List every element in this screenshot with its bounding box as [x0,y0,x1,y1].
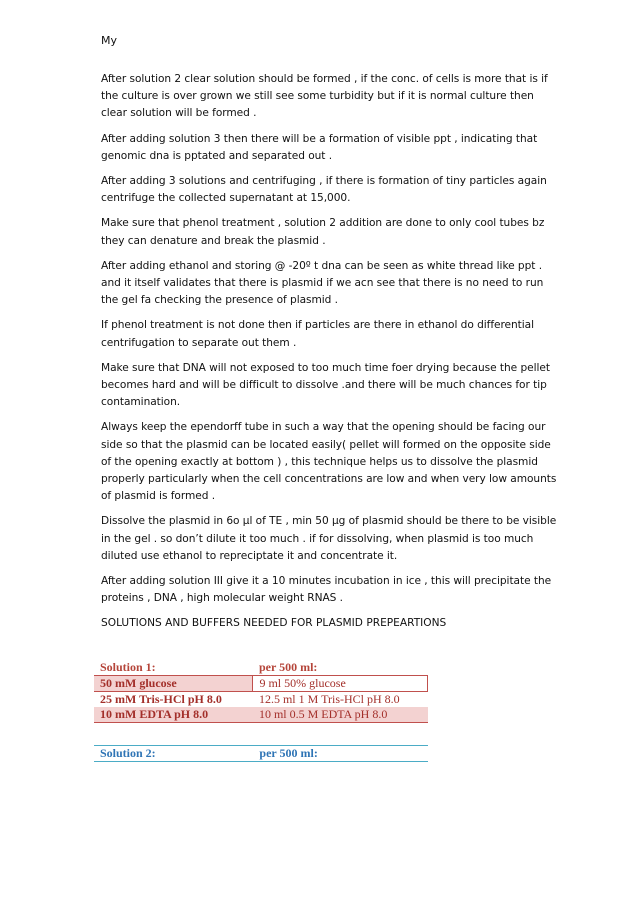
table-header-cell: per 500 ml: [253,746,428,762]
page-header: My [101,34,118,47]
table-row [94,707,428,723]
table-header-row [94,746,428,762]
paragraph: Always keep the ependorff tube in such a way that the opening should be facing our side so that the plasmid can be located easily( pellet will formed on the opposite side of the opening exactly at bottom ) , this technique helps us to dissolve the plasmid properly particularly when the cell concentrations are low and when very low amounts of plasmid is formed . [101,421,557,503]
paragraph: If phenol treatment is not done then if particles are there in ethanol do differential centrifugation to separate out them . [101,319,535,349]
table-cell: 10 mM EDTA pH 8.0 [94,707,253,723]
table-row [94,676,428,692]
table-cell: 50 mM glucose [94,676,253,692]
section-heading: SOLUTIONS AND BUFFERS NEEDED FOR PLASMID PREPEARTIONS [101,617,447,630]
table-header-row [94,659,428,676]
paragraph: After solution 2 clear solution should be formed , if the conc. of cells is more that is if the culture is over grown we still see some turbidity but if it is normal culture then clear solution will be formed . [101,73,548,120]
table-header-cell: per 500 ml: [253,659,428,676]
solution-2-table [94,745,428,762]
table-cell: 25 mM Tris-HCl pH 8.0 [94,692,253,708]
table-cell: 9 ml 50% glucose [253,676,428,692]
paragraph: Make sure that phenol treatment , solution 2 addition are done to only cool tubes bz they can denature and break the plasmid . [101,217,545,247]
paragraph: After adding ethanol and storing @ -20º t dna can be seen as white thread like ppt . and it itself validates that there is plasmid if we acn see that there is no need to run the gel fa checking the presence of plasmid . [101,259,544,307]
solution-1-table [94,659,428,723]
paragraph: After adding solution III give it a 10 minutes incubation in ice , this will precipitate the proteins , DNA , high molecular weight RNAS . [101,575,552,605]
table-cell: 10 ml 0.5 M EDTA pH 8.0 [253,707,428,723]
paragraph: Make sure that DNA will not exposed to too much time foer drying because the pellet becomes hard and will be difficult to dissolve .and there will be much chances for tip contamination. [101,361,550,409]
paragraph: After adding 3 solutions and centrifuging , if there is formation of tiny particles again centrifuge the collected supernatant at 15,000. [101,175,547,205]
table-header-cell: Solution 1: [94,659,253,676]
paragraph: After adding solution 3 then there will be a formation of visible ppt , indicating that genomic dna is pptated and separated out . [101,132,538,162]
table-row [94,692,428,708]
document-body [101,71,563,640]
table-header-cell: Solution 2: [94,746,253,762]
table-cell: 12.5 ml 1 M Tris-HCl pH 8.0 [253,692,428,708]
paragraph: Dissolve the plasmid in 6o µl of TE , min 50 µg of plasmid should be there to be visible in the gel . so don’t dilute it too much . if for dissolving, when plasmid is too much diluted use ethanol to repreciptate it and concentrate it. [101,515,557,562]
